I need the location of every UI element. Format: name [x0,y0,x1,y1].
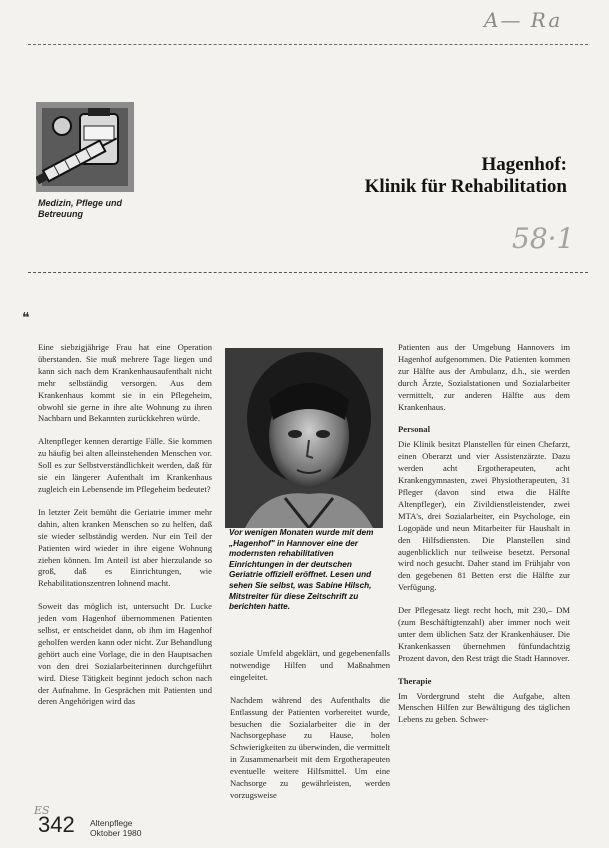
journal-info [90,818,142,838]
page-number: 342 [38,812,75,837]
column-3 [398,342,570,737]
paragraph: Altenpfleger kennen derartige Fälle. Sie kommen zu häufig bei alten alleinstehenden Menschen vor. Soll es zur Selbstverständlichkeit werden, daß für sie ein längerer Aufenthalt im Krankenhaus zugleich ein Lebensende im Pflegeheim bedeutet? [38,436,212,494]
logo-illustration [36,102,134,192]
margin-mark: ❝ [22,311,30,326]
photo-caption: Vor wenigen Monaten wurde mit dem „Hagenhof" in Hannover eine der modernsten rehabilitativen Einrichtungen in der deutschen Geriatrie offiziell eröffnet. Lesen und sehen Sie selbst, was Sabine Hilsch, Mitstreiter für diese Zeitschrift zu berichten hatte. [229,528,374,612]
subheading-personal: Personal [398,424,430,435]
title-line-1: Hagenhof: [481,154,567,175]
handwritten-number: 58·1 [512,222,575,255]
paragraph: Die Klinik besitzt Planstellen für einen Chefarzt, einen Oberarzt und vier Assistenzärzte. Dazu werden acht Ergotherapeuten, acht Krankengymnasten, zwei Physiotherapeuten, 31 Pfleger (davon sind etwa die Hälfte Altenpfleger), ein Zivildienstleistender, zwei MTA's, drei Sozialarbeiter, ein Psychologe, ein Logopäde und neun Mitarbeiter für Haushalt in den Hilfsdiensten. Die Planstellen sind augenblicklich nur teilweise besetzt. Personal wird noch gesucht. Daher stand im Frühjahr von den gegebenen 81 Betten erst die Hälfte zur Verfügung. [398,439,570,593]
header-dashed-rule [28,44,588,45]
article-title [207,154,567,198]
paragraph: In letzter Zeit bemüht die Geriatrie immer mehr dahin, alten kranken Menschen so zu helfen, daß sie wieder selbständig werden. Nur ein Teil der Patienten wird wieder in ihre eigene Wohnung ziehen können. Im Anteil ist aber hierzulande so groß, daß es Einrichtungen, wie Rehabilitationszentren lohnend macht. [38,506,212,589]
title-line-2: Klinik für Rehabilitation [364,176,567,197]
handwritten-margin-mark: ES [34,804,50,817]
portrait-image [225,348,383,528]
paragraph: Im Vordergrund steht die Aufgabe, alten Menschen Hilfen zur Bewältigung des täglichen Lebens zu geben. Schwer- [398,690,570,725]
journal-name: Altenpflege [90,818,133,828]
section-label: Medizin, Pflege und Betreuung [38,198,123,219]
column-1 [38,342,212,719]
column-2 [230,648,390,813]
paragraph: Der Pflegesatz liegt recht hoch, mit 230,– DM (zum Beschäftigtenzahl) aber immer noch weit unter dem üblichen Satz der Krankenhäuser. Die Krankenkassen übernehmen fünfundachtzig Prozent davon, den Rest trägt die Stadt Hannover. [398,605,570,663]
syringe-bottle-icon [36,102,134,192]
subheading-therapie: Therapie [398,675,432,686]
paragraph: Nachdem während des Aufenthalts die Entlassung der Patienten vorbereitet wurde, besuchen die Sozialarbeiter die in der Nachsorgephase zu Hause, holen Schwierigkeiten zu überwinden, die vermittelt in Zusammenarbeit mit dem Ergotherapeuten eventuelle weitere Hilfsmittel. Um eine Nachsorge zu gewährleisten, werden vorzugsweise [230,694,390,800]
paragraph: Soweit das möglich ist, untersucht Dr. Lucke jeden vom Hagenhof übernommenen Patienten selbst, er entscheidet dann, ob ihm im Hagenhof geholfen werden kann oder nicht. Zur Behandlung gehört auch eine Vorlage, die in den Hauptsachen von den drei Sozialarbeiterinnen durchgeführt wird. Diese Tätigkeit beginnt jedoch schon nach der Aufnahme. In Gesprächen mit Patienten und deren Angehörigen wird das [38,601,212,707]
portrait-photo [225,348,383,528]
journal-issue: Oktober 1980 [90,828,142,838]
paragraph: Patienten aus der Umgebung Hannovers im Hagenhof aufgenommen. Die Patienten kommen zur Hälfte aus der Ambulanz, d.h., sie werden durch Ärzte, Sozialstationen und Sozialarbeiter vermittelt, zur anderen Hälfte aus dem Krankenhaus. [398,342,570,412]
paragraph: Eine siebzigjährige Frau hat eine Operation überstanden. Sie muß mehrere Tage liegen und kann sich nach dem Krankenhausaufenthalt nicht mehr selbständig versorgen. Aus dem Krankenhaus kommt sie in ein Pflegeheim, obwohl sie gerne in ihre alte Wohnung zu ihren Nachbarn und Bekannten zurückkehren würde. [38,342,212,424]
handwritten-initials: A— Ra [484,8,563,32]
separator-dashed-rule [28,272,588,273]
paragraph: soziale Umfeld abgeklärt, und gegebenenfalls notwendige Hilfen und Maßnahmen eingeleitet. [230,648,390,682]
